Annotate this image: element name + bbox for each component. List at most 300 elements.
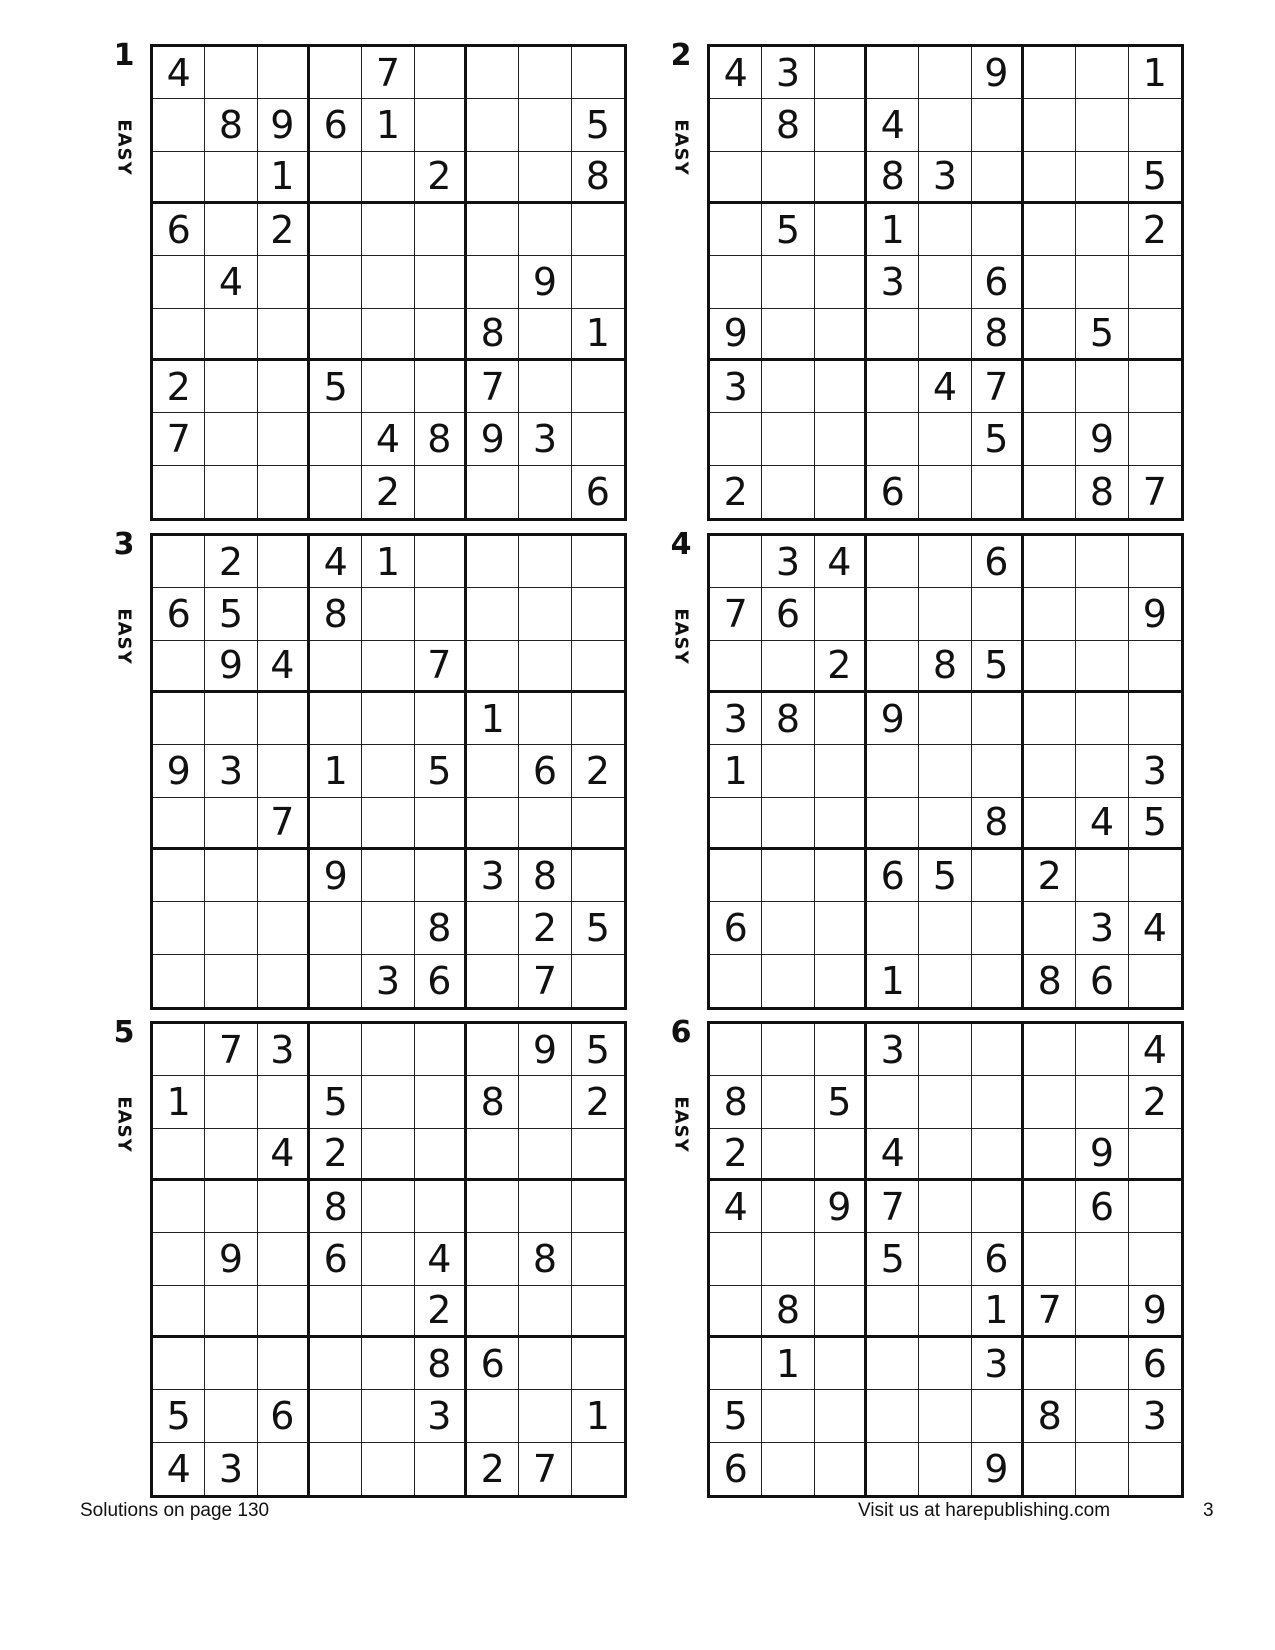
- grid-cell-r2-c4[interactable]: [310, 99, 362, 151]
- grid-cell-r9-c2[interactable]: [762, 955, 814, 1007]
- grid-cell-r9-c5[interactable]: [919, 955, 971, 1007]
- grid-cell-r2-c7[interactable]: [1024, 1076, 1076, 1128]
- grid-cell-r2-c6[interactable]: [972, 588, 1024, 640]
- grid-cell-r6-c1[interactable]: [153, 309, 205, 361]
- grid-cell-r3-c9[interactable]: [572, 1129, 624, 1181]
- grid-cell-r4-c7[interactable]: [1024, 204, 1076, 256]
- grid-cell-r1-c8[interactable]: [1076, 47, 1128, 99]
- grid-cell-r5-c1[interactable]: [153, 745, 205, 797]
- grid-cell-r8-c2[interactable]: [762, 1390, 814, 1442]
- grid-cell-r7-c6[interactable]: [415, 850, 467, 902]
- grid-cell-r3-c6[interactable]: [972, 152, 1024, 204]
- grid-cell-r2-c8[interactable]: [1076, 99, 1128, 151]
- grid-cell-r1-c3[interactable]: [258, 1024, 310, 1076]
- grid-cell-r5-c8[interactable]: [1076, 745, 1128, 797]
- grid-cell-r8-c9[interactable]: [1129, 413, 1181, 465]
- grid-cell-r5-c4[interactable]: [867, 256, 919, 308]
- grid-cell-r8-c3[interactable]: [815, 902, 867, 954]
- grid-cell-r6-c6[interactable]: [415, 309, 467, 361]
- grid-cell-r3-c1[interactable]: [710, 1129, 762, 1181]
- grid-cell-r4-c5[interactable]: [362, 693, 414, 745]
- grid-cell-r9-c7[interactable]: [467, 955, 519, 1007]
- grid-cell-r7-c7[interactable]: [467, 1338, 519, 1390]
- grid-cell-r5-c4[interactable]: [310, 256, 362, 308]
- grid-cell-r2-c1[interactable]: [710, 1076, 762, 1128]
- grid-cell-r3-c6[interactable]: [415, 641, 467, 693]
- grid-cell-r7-c2[interactable]: [762, 1338, 814, 1390]
- grid-cell-r1-c8[interactable]: [1076, 1024, 1128, 1076]
- grid-cell-r6-c8[interactable]: [519, 1286, 571, 1338]
- grid-cell-r2-c8[interactable]: [519, 588, 571, 640]
- grid-cell-r7-c9[interactable]: [572, 1338, 624, 1390]
- grid-cell-r9-c2[interactable]: [762, 466, 814, 518]
- grid-cell-r7-c4[interactable]: [867, 361, 919, 413]
- grid-cell-r3-c4[interactable]: [867, 641, 919, 693]
- grid-cell-r6-c6[interactable]: [972, 798, 1024, 850]
- grid-cell-r9-c5[interactable]: [919, 1443, 971, 1495]
- grid-cell-r8-c2[interactable]: [205, 413, 257, 465]
- grid-cell-r6-c9[interactable]: [1129, 1286, 1181, 1338]
- grid-cell-r8-c5[interactable]: [919, 902, 971, 954]
- grid-cell-r5-c6[interactable]: [972, 1233, 1024, 1285]
- grid-cell-r1-c6[interactable]: [972, 1024, 1024, 1076]
- grid-cell-r8-c5[interactable]: [362, 413, 414, 465]
- grid-cell-r5-c5[interactable]: [362, 1233, 414, 1285]
- grid-cell-r6-c5[interactable]: [919, 309, 971, 361]
- grid-cell-r9-c8[interactable]: [519, 466, 571, 518]
- grid-cell-r8-c5[interactable]: [362, 1390, 414, 1442]
- grid-cell-r8-c7[interactable]: [467, 902, 519, 954]
- grid-cell-r3-c2[interactable]: [762, 641, 814, 693]
- grid-cell-r5-c3[interactable]: [815, 745, 867, 797]
- grid-cell-r2-c8[interactable]: [519, 99, 571, 151]
- grid-cell-r1-c7[interactable]: [467, 47, 519, 99]
- grid-cell-r7-c3[interactable]: [258, 361, 310, 413]
- grid-cell-r1-c4[interactable]: [310, 536, 362, 588]
- grid-cell-r4-c2[interactable]: [205, 693, 257, 745]
- grid-cell-r3-c2[interactable]: [762, 152, 814, 204]
- grid-cell-r5-c6[interactable]: [415, 1233, 467, 1285]
- grid-cell-r4-c9[interactable]: [1129, 204, 1181, 256]
- grid-cell-r6-c3[interactable]: [258, 798, 310, 850]
- grid-cell-r7-c2[interactable]: [205, 361, 257, 413]
- grid-cell-r4-c1[interactable]: [153, 693, 205, 745]
- grid-cell-r4-c5[interactable]: [919, 204, 971, 256]
- grid-cell-r2-c6[interactable]: [415, 588, 467, 640]
- grid-cell-r1-c6[interactable]: [972, 47, 1024, 99]
- grid-cell-r1-c5[interactable]: [362, 1024, 414, 1076]
- grid-cell-r7-c2[interactable]: [205, 1338, 257, 1390]
- grid-cell-r3-c7[interactable]: [1024, 641, 1076, 693]
- grid-cell-r8-c7[interactable]: [467, 413, 519, 465]
- grid-cell-r5-c2[interactable]: [205, 745, 257, 797]
- grid-cell-r2-c6[interactable]: [415, 99, 467, 151]
- grid-cell-r1-c9[interactable]: [572, 47, 624, 99]
- grid-cell-r1-c9[interactable]: [1129, 536, 1181, 588]
- grid-cell-r2-c8[interactable]: [1076, 588, 1128, 640]
- grid-cell-r8-c6[interactable]: [972, 902, 1024, 954]
- grid-cell-r2-c2[interactable]: [205, 99, 257, 151]
- grid-cell-r1-c5[interactable]: [362, 47, 414, 99]
- grid-cell-r2-c7[interactable]: [467, 99, 519, 151]
- grid-cell-r1-c6[interactable]: [415, 47, 467, 99]
- grid-cell-r8-c5[interactable]: [362, 902, 414, 954]
- grid-cell-r1-c1[interactable]: [153, 1024, 205, 1076]
- grid-cell-r3-c4[interactable]: [867, 1129, 919, 1181]
- grid-cell-r1-c8[interactable]: [519, 47, 571, 99]
- grid-cell-r4-c3[interactable]: [258, 204, 310, 256]
- grid-cell-r7-c2[interactable]: [762, 850, 814, 902]
- grid-cell-r8-c6[interactable]: [415, 902, 467, 954]
- grid-cell-r8-c9[interactable]: [1129, 902, 1181, 954]
- grid-cell-r9-c4[interactable]: [310, 1443, 362, 1495]
- grid-cell-r5-c2[interactable]: [205, 256, 257, 308]
- grid-cell-r8-c8[interactable]: [1076, 1390, 1128, 1442]
- grid-cell-r2-c2[interactable]: [762, 99, 814, 151]
- grid-cell-r3-c8[interactable]: [519, 641, 571, 693]
- grid-cell-r6-c9[interactable]: [572, 309, 624, 361]
- grid-cell-r4-c2[interactable]: [762, 1181, 814, 1233]
- grid-cell-r8-c1[interactable]: [710, 1390, 762, 1442]
- grid-cell-r9-c6[interactable]: [415, 466, 467, 518]
- grid-cell-r6-c4[interactable]: [310, 309, 362, 361]
- grid-cell-r9-c5[interactable]: [362, 1443, 414, 1495]
- grid-cell-r8-c4[interactable]: [310, 1390, 362, 1442]
- grid-cell-r1-c3[interactable]: [815, 536, 867, 588]
- grid-cell-r8-c6[interactable]: [972, 413, 1024, 465]
- grid-cell-r3-c6[interactable]: [415, 1129, 467, 1181]
- grid-cell-r4-c5[interactable]: [919, 1181, 971, 1233]
- grid-cell-r1-c7[interactable]: [467, 536, 519, 588]
- grid-cell-r8-c7[interactable]: [467, 1390, 519, 1442]
- grid-cell-r8-c5[interactable]: [919, 1390, 971, 1442]
- grid-cell-r2-c6[interactable]: [415, 1076, 467, 1128]
- grid-cell-r6-c1[interactable]: [153, 1286, 205, 1338]
- grid-cell-r9-c3[interactable]: [258, 955, 310, 1007]
- grid-cell-r9-c6[interactable]: [972, 1443, 1024, 1495]
- grid-cell-r5-c8[interactable]: [1076, 1233, 1128, 1285]
- grid-cell-r2-c4[interactable]: [310, 588, 362, 640]
- grid-cell-r4-c5[interactable]: [362, 1181, 414, 1233]
- grid-cell-r1-c5[interactable]: [919, 47, 971, 99]
- grid-cell-r9-c3[interactable]: [815, 466, 867, 518]
- grid-cell-r2-c5[interactable]: [919, 99, 971, 151]
- grid-cell-r4-c4[interactable]: [867, 204, 919, 256]
- grid-cell-r8-c2[interactable]: [205, 902, 257, 954]
- grid-cell-r5-c3[interactable]: [815, 1233, 867, 1285]
- grid-cell-r3-c9[interactable]: [1129, 641, 1181, 693]
- grid-cell-r8-c2[interactable]: [205, 1390, 257, 1442]
- grid-cell-r6-c2[interactable]: [762, 798, 814, 850]
- grid-cell-r9-c8[interactable]: [1076, 955, 1128, 1007]
- grid-cell-r8-c1[interactable]: [153, 902, 205, 954]
- grid-cell-r7-c6[interactable]: [415, 1338, 467, 1390]
- grid-cell-r2-c2[interactable]: [762, 588, 814, 640]
- grid-cell-r3-c3[interactable]: [815, 1129, 867, 1181]
- grid-cell-r6-c4[interactable]: [310, 1286, 362, 1338]
- grid-cell-r7-c3[interactable]: [815, 850, 867, 902]
- grid-cell-r9-c1[interactable]: [153, 955, 205, 1007]
- grid-cell-r3-c5[interactable]: [919, 641, 971, 693]
- grid-cell-r3-c9[interactable]: [572, 641, 624, 693]
- grid-cell-r3-c5[interactable]: [919, 1129, 971, 1181]
- grid-cell-r1-c4[interactable]: [867, 536, 919, 588]
- grid-cell-r5-c6[interactable]: [415, 745, 467, 797]
- grid-cell-r9-c9[interactable]: [1129, 1443, 1181, 1495]
- grid-cell-r8-c4[interactable]: [867, 1390, 919, 1442]
- grid-cell-r5-c6[interactable]: [972, 256, 1024, 308]
- grid-cell-r1-c3[interactable]: [258, 536, 310, 588]
- grid-cell-r2-c8[interactable]: [519, 1076, 571, 1128]
- grid-cell-r6-c4[interactable]: [310, 798, 362, 850]
- grid-cell-r1-c5[interactable]: [362, 536, 414, 588]
- grid-cell-r4-c1[interactable]: [153, 204, 205, 256]
- grid-cell-r5-c6[interactable]: [415, 256, 467, 308]
- grid-cell-r5-c6[interactable]: [972, 745, 1024, 797]
- grid-cell-r7-c3[interactable]: [815, 1338, 867, 1390]
- grid-cell-r1-c1[interactable]: [710, 47, 762, 99]
- grid-cell-r8-c1[interactable]: [710, 902, 762, 954]
- grid-cell-r5-c7[interactable]: [467, 256, 519, 308]
- grid-cell-r5-c7[interactable]: [1024, 256, 1076, 308]
- grid-cell-r4-c8[interactable]: [1076, 693, 1128, 745]
- grid-cell-r4-c2[interactable]: [205, 1181, 257, 1233]
- grid-cell-r2-c9[interactable]: [1129, 99, 1181, 151]
- grid-cell-r9-c4[interactable]: [867, 955, 919, 1007]
- grid-cell-r5-c2[interactable]: [762, 745, 814, 797]
- grid-cell-r5-c4[interactable]: [867, 745, 919, 797]
- grid-cell-r4-c6[interactable]: [415, 1181, 467, 1233]
- grid-cell-r1-c6[interactable]: [972, 536, 1024, 588]
- grid-cell-r9-c3[interactable]: [815, 1443, 867, 1495]
- grid-cell-r1-c4[interactable]: [867, 1024, 919, 1076]
- grid-cell-r3-c8[interactable]: [1076, 152, 1128, 204]
- grid-cell-r7-c9[interactable]: [1129, 361, 1181, 413]
- grid-cell-r5-c4[interactable]: [310, 1233, 362, 1285]
- grid-cell-r2-c1[interactable]: [710, 588, 762, 640]
- grid-cell-r9-c1[interactable]: [153, 1443, 205, 1495]
- grid-cell-r3-c9[interactable]: [1129, 1129, 1181, 1181]
- grid-cell-r9-c5[interactable]: [362, 466, 414, 518]
- grid-cell-r6-c6[interactable]: [972, 1286, 1024, 1338]
- grid-cell-r4-c4[interactable]: [310, 204, 362, 256]
- grid-cell-r4-c7[interactable]: [1024, 1181, 1076, 1233]
- grid-cell-r7-c1[interactable]: [153, 361, 205, 413]
- grid-cell-r7-c7[interactable]: [467, 850, 519, 902]
- grid-cell-r3-c1[interactable]: [153, 1129, 205, 1181]
- grid-cell-r3-c5[interactable]: [362, 641, 414, 693]
- grid-cell-r6-c3[interactable]: [258, 1286, 310, 1338]
- grid-cell-r7-c1[interactable]: [710, 850, 762, 902]
- grid-cell-r9-c7[interactable]: [1024, 955, 1076, 1007]
- grid-cell-r7-c6[interactable]: [972, 850, 1024, 902]
- grid-cell-r8-c3[interactable]: [258, 1390, 310, 1442]
- grid-cell-r5-c2[interactable]: [762, 1233, 814, 1285]
- grid-cell-r4-c4[interactable]: [310, 1181, 362, 1233]
- grid-cell-r5-c9[interactable]: [1129, 745, 1181, 797]
- grid-cell-r8-c9[interactable]: [572, 902, 624, 954]
- grid-cell-r9-c9[interactable]: [1129, 955, 1181, 1007]
- grid-cell-r1-c3[interactable]: [815, 47, 867, 99]
- grid-cell-r9-c4[interactable]: [867, 466, 919, 518]
- grid-cell-r6-c5[interactable]: [919, 1286, 971, 1338]
- grid-cell-r1-c2[interactable]: [762, 536, 814, 588]
- grid-cell-r3-c7[interactable]: [467, 152, 519, 204]
- grid-cell-r5-c5[interactable]: [919, 745, 971, 797]
- grid-cell-r9-c1[interactable]: [153, 466, 205, 518]
- grid-cell-r5-c1[interactable]: [153, 256, 205, 308]
- grid-cell-r3-c6[interactable]: [972, 641, 1024, 693]
- grid-cell-r1-c1[interactable]: [710, 1024, 762, 1076]
- grid-cell-r6-c5[interactable]: [362, 798, 414, 850]
- grid-cell-r8-c1[interactable]: [710, 413, 762, 465]
- grid-cell-r7-c3[interactable]: [258, 850, 310, 902]
- grid-cell-r1-c8[interactable]: [519, 536, 571, 588]
- grid-cell-r2-c9[interactable]: [1129, 1076, 1181, 1128]
- grid-cell-r4-c5[interactable]: [919, 693, 971, 745]
- grid-cell-r3-c8[interactable]: [1076, 641, 1128, 693]
- grid-cell-r4-c6[interactable]: [972, 1181, 1024, 1233]
- grid-cell-r8-c4[interactable]: [310, 413, 362, 465]
- grid-cell-r9-c5[interactable]: [362, 955, 414, 1007]
- grid-cell-r2-c5[interactable]: [919, 1076, 971, 1128]
- grid-cell-r6-c3[interactable]: [815, 798, 867, 850]
- grid-cell-r3-c8[interactable]: [519, 1129, 571, 1181]
- grid-cell-r5-c1[interactable]: [153, 1233, 205, 1285]
- grid-cell-r2-c7[interactable]: [1024, 99, 1076, 151]
- grid-cell-r5-c7[interactable]: [467, 1233, 519, 1285]
- grid-cell-r2-c1[interactable]: [153, 588, 205, 640]
- grid-cell-r8-c3[interactable]: [815, 1390, 867, 1442]
- grid-cell-r6-c3[interactable]: [815, 309, 867, 361]
- grid-cell-r3-c7[interactable]: [467, 641, 519, 693]
- grid-cell-r1-c1[interactable]: [153, 47, 205, 99]
- grid-cell-r6-c6[interactable]: [415, 1286, 467, 1338]
- grid-cell-r2-c9[interactable]: [572, 1076, 624, 1128]
- grid-cell-r8-c6[interactable]: [415, 1390, 467, 1442]
- grid-cell-r1-c3[interactable]: [815, 1024, 867, 1076]
- grid-cell-r1-c5[interactable]: [919, 536, 971, 588]
- grid-cell-r8-c2[interactable]: [762, 902, 814, 954]
- grid-cell-r8-c7[interactable]: [1024, 902, 1076, 954]
- grid-cell-r7-c2[interactable]: [762, 361, 814, 413]
- grid-cell-r8-c6[interactable]: [972, 1390, 1024, 1442]
- grid-cell-r1-c2[interactable]: [762, 1024, 814, 1076]
- grid-cell-r8-c7[interactable]: [1024, 1390, 1076, 1442]
- grid-cell-r9-c6[interactable]: [415, 955, 467, 1007]
- grid-cell-r6-c7[interactable]: [467, 798, 519, 850]
- grid-cell-r4-c4[interactable]: [310, 693, 362, 745]
- grid-cell-r3-c1[interactable]: [710, 641, 762, 693]
- grid-cell-r2-c3[interactable]: [258, 588, 310, 640]
- grid-cell-r3-c3[interactable]: [258, 641, 310, 693]
- grid-cell-r9-c4[interactable]: [310, 955, 362, 1007]
- grid-cell-r2-c1[interactable]: [153, 99, 205, 151]
- grid-cell-r3-c8[interactable]: [1076, 1129, 1128, 1181]
- grid-cell-r7-c5[interactable]: [919, 850, 971, 902]
- grid-cell-r6-c8[interactable]: [519, 798, 571, 850]
- grid-cell-r2-c3[interactable]: [815, 99, 867, 151]
- grid-cell-r5-c3[interactable]: [258, 745, 310, 797]
- grid-cell-r6-c8[interactable]: [1076, 798, 1128, 850]
- grid-cell-r6-c1[interactable]: [153, 798, 205, 850]
- grid-cell-r9-c1[interactable]: [710, 955, 762, 1007]
- grid-cell-r4-c9[interactable]: [1129, 1181, 1181, 1233]
- grid-cell-r9-c6[interactable]: [972, 955, 1024, 1007]
- grid-cell-r2-c9[interactable]: [572, 588, 624, 640]
- grid-cell-r6-c7[interactable]: [467, 309, 519, 361]
- grid-cell-r3-c4[interactable]: [867, 152, 919, 204]
- grid-cell-r6-c1[interactable]: [710, 309, 762, 361]
- grid-cell-r7-c3[interactable]: [815, 361, 867, 413]
- grid-cell-r5-c8[interactable]: [519, 1233, 571, 1285]
- grid-cell-r7-c8[interactable]: [519, 850, 571, 902]
- grid-cell-r3-c1[interactable]: [153, 152, 205, 204]
- grid-cell-r8-c7[interactable]: [1024, 413, 1076, 465]
- grid-cell-r1-c2[interactable]: [205, 1024, 257, 1076]
- grid-cell-r6-c7[interactable]: [1024, 798, 1076, 850]
- grid-cell-r2-c9[interactable]: [1129, 588, 1181, 640]
- grid-cell-r1-c5[interactable]: [919, 1024, 971, 1076]
- grid-cell-r2-c7[interactable]: [467, 1076, 519, 1128]
- grid-cell-r8-c3[interactable]: [258, 902, 310, 954]
- grid-cell-r5-c4[interactable]: [867, 1233, 919, 1285]
- grid-cell-r1-c9[interactable]: [1129, 1024, 1181, 1076]
- grid-cell-r3-c7[interactable]: [1024, 152, 1076, 204]
- grid-cell-r2-c5[interactable]: [362, 99, 414, 151]
- grid-cell-r1-c3[interactable]: [258, 47, 310, 99]
- grid-cell-r3-c4[interactable]: [310, 152, 362, 204]
- grid-cell-r2-c3[interactable]: [815, 1076, 867, 1128]
- grid-cell-r6-c7[interactable]: [467, 1286, 519, 1338]
- grid-cell-r4-c8[interactable]: [1076, 1181, 1128, 1233]
- grid-cell-r3-c5[interactable]: [919, 152, 971, 204]
- grid-cell-r9-c9[interactable]: [572, 955, 624, 1007]
- grid-cell-r3-c1[interactable]: [153, 641, 205, 693]
- grid-cell-r2-c3[interactable]: [815, 588, 867, 640]
- grid-cell-r9-c7[interactable]: [1024, 466, 1076, 518]
- grid-cell-r4-c3[interactable]: [258, 1181, 310, 1233]
- grid-cell-r6-c3[interactable]: [258, 309, 310, 361]
- grid-cell-r1-c7[interactable]: [1024, 536, 1076, 588]
- grid-cell-r5-c8[interactable]: [519, 256, 571, 308]
- grid-cell-r8-c8[interactable]: [1076, 413, 1128, 465]
- grid-cell-r5-c5[interactable]: [919, 1233, 971, 1285]
- grid-cell-r9-c1[interactable]: [710, 1443, 762, 1495]
- grid-cell-r3-c2[interactable]: [205, 641, 257, 693]
- grid-cell-r7-c9[interactable]: [1129, 1338, 1181, 1390]
- grid-cell-r6-c5[interactable]: [919, 798, 971, 850]
- grid-cell-r9-c4[interactable]: [310, 466, 362, 518]
- grid-cell-r3-c3[interactable]: [815, 152, 867, 204]
- grid-cell-r7-c9[interactable]: [572, 850, 624, 902]
- grid-cell-r9-c5[interactable]: [919, 466, 971, 518]
- grid-cell-r3-c6[interactable]: [415, 152, 467, 204]
- grid-cell-r7-c9[interactable]: [1129, 850, 1181, 902]
- grid-cell-r9-c2[interactable]: [205, 1443, 257, 1495]
- grid-cell-r5-c8[interactable]: [519, 745, 571, 797]
- grid-cell-r5-c1[interactable]: [710, 256, 762, 308]
- grid-cell-r4-c7[interactable]: [467, 204, 519, 256]
- grid-cell-r3-c6[interactable]: [972, 1129, 1024, 1181]
- grid-cell-r5-c3[interactable]: [258, 1233, 310, 1285]
- grid-cell-r2-c2[interactable]: [205, 1076, 257, 1128]
- grid-cell-r4-c9[interactable]: [1129, 693, 1181, 745]
- grid-cell-r1-c1[interactable]: [153, 536, 205, 588]
- grid-cell-r7-c5[interactable]: [362, 361, 414, 413]
- grid-cell-r7-c4[interactable]: [867, 1338, 919, 1390]
- grid-cell-r2-c5[interactable]: [362, 1076, 414, 1128]
